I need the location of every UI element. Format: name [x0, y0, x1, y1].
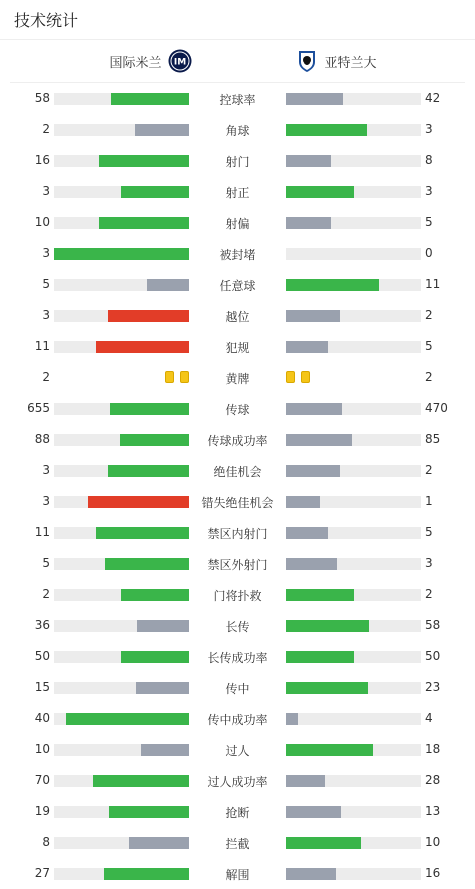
away-bar-track	[286, 155, 421, 167]
home-bar-track	[54, 744, 189, 756]
stat-row	[0, 362, 475, 393]
home-bar	[120, 434, 189, 446]
home-value: 3	[42, 494, 50, 508]
away-bar-track	[286, 744, 421, 756]
away-bar-track	[286, 806, 421, 818]
stat-row	[0, 517, 475, 548]
stat-label: 控球率	[219, 93, 256, 107]
away-bar-track	[286, 186, 421, 198]
stat-row	[0, 765, 475, 796]
stat-row	[0, 641, 475, 672]
home-value: 50	[34, 649, 50, 663]
home-team[interactable]	[109, 40, 191, 82]
home-bar	[121, 186, 189, 198]
yellow-card-icon	[286, 371, 295, 383]
away-bar	[286, 186, 354, 198]
stat-row	[0, 207, 475, 238]
away-bar-track	[286, 310, 421, 322]
home-value: 5	[42, 277, 50, 291]
stat-label: 过人成功率	[207, 775, 268, 789]
stat-row	[0, 703, 475, 734]
away-value: 470	[425, 401, 448, 415]
yellow-card-icon	[301, 371, 310, 383]
home-bar-track	[54, 558, 189, 570]
home-value: 36	[34, 618, 50, 632]
stat-label: 绝佳机会	[213, 465, 262, 479]
away-value: 42	[425, 91, 441, 105]
away-bar	[286, 341, 328, 353]
home-bar-track	[54, 155, 189, 167]
home-bar	[99, 155, 189, 167]
home-bar-track	[54, 186, 189, 198]
away-bar	[286, 589, 354, 601]
stat-label: 禁区内射门	[207, 527, 268, 541]
home-value: 11	[34, 525, 50, 539]
stat-row	[0, 331, 475, 362]
yellow-card-icon	[165, 371, 174, 383]
away-bar	[286, 310, 340, 322]
away-bar-track	[286, 248, 421, 260]
home-value: 8	[42, 835, 50, 849]
away-value: 11	[425, 277, 441, 291]
away-bar-track	[286, 124, 421, 136]
home-bar	[137, 620, 189, 632]
away-value: 16	[425, 866, 441, 880]
stat-row	[0, 114, 475, 145]
home-bar-track	[54, 279, 189, 291]
away-bar	[286, 837, 361, 849]
home-bar	[121, 651, 189, 663]
home-bar	[105, 558, 189, 570]
home-value: 88	[34, 432, 50, 446]
home-value: 16	[34, 153, 50, 167]
stat-row	[0, 83, 475, 114]
away-value: 23	[425, 680, 441, 694]
stat-row	[0, 238, 475, 269]
away-bar	[286, 558, 337, 570]
stat-label: 解围	[225, 868, 250, 882]
home-bar	[96, 527, 189, 539]
atalanta-logo-icon	[295, 49, 319, 73]
home-bar	[54, 248, 189, 260]
home-value: 3	[42, 184, 50, 198]
stat-label: 角球	[225, 124, 250, 138]
home-value: 10	[34, 215, 50, 229]
away-bar	[286, 651, 354, 663]
stat-label: 传中	[225, 682, 250, 696]
away-bar	[286, 93, 343, 105]
stat-label: 传球	[225, 403, 250, 417]
home-value: 3	[42, 246, 50, 260]
home-bar	[66, 713, 189, 725]
away-bar-track	[286, 620, 421, 632]
stat-label: 犯规	[225, 341, 250, 355]
home-bar	[147, 279, 189, 291]
away-bar-track	[286, 496, 421, 508]
away-value: 2	[425, 463, 433, 477]
yellow-card-icon	[180, 371, 189, 383]
home-bar-track	[54, 651, 189, 663]
teams-header	[10, 40, 465, 83]
stat-row	[0, 827, 475, 858]
stat-label: 被封堵	[219, 248, 256, 262]
stat-row	[0, 393, 475, 424]
home-bar-track	[54, 806, 189, 818]
home-value: 19	[34, 804, 50, 818]
away-value: 5	[425, 525, 433, 539]
away-value: 50	[425, 649, 441, 663]
home-bar-track	[54, 837, 189, 849]
away-bar	[286, 403, 342, 415]
home-bar-track	[54, 93, 189, 105]
away-value: 3	[425, 184, 433, 198]
away-bar-track	[286, 651, 421, 663]
away-bar-track	[286, 434, 421, 446]
away-value: 58	[425, 618, 441, 632]
home-bar-track	[54, 217, 189, 229]
away-team[interactable]	[295, 40, 377, 82]
away-bar-track	[286, 589, 421, 601]
away-bar	[286, 527, 328, 539]
home-bar	[135, 124, 189, 136]
away-value: 1	[425, 494, 433, 508]
stat-label: 射门	[225, 155, 250, 169]
inter-logo-icon	[168, 49, 192, 73]
stat-row	[0, 176, 475, 207]
away-bar-track	[286, 403, 421, 415]
home-bar-track	[54, 775, 189, 787]
home-bar-track	[54, 124, 189, 136]
stat-label: 禁区外射门	[207, 558, 268, 572]
home-value: 2	[42, 370, 50, 384]
stat-row	[0, 610, 475, 641]
stat-label: 传中成功率	[207, 713, 268, 727]
away-bar	[286, 124, 367, 136]
away-value: 5	[425, 215, 433, 229]
away-value: 2	[425, 587, 433, 601]
home-bar-track	[54, 496, 189, 508]
away-bar	[286, 465, 340, 477]
home-bar-track	[54, 341, 189, 353]
stat-label: 黄牌	[225, 372, 250, 386]
home-bar-track	[54, 620, 189, 632]
stat-row	[0, 796, 475, 827]
away-bar	[286, 217, 331, 229]
away-value: 13	[425, 804, 441, 818]
away-value: 18	[425, 742, 441, 756]
stat-row	[0, 486, 475, 517]
away-bar	[286, 806, 341, 818]
home-bar	[129, 837, 189, 849]
away-value: 3	[425, 122, 433, 136]
home-bar	[108, 465, 189, 477]
away-bar-track	[286, 868, 421, 880]
home-value: 40	[34, 711, 50, 725]
away-bar	[286, 744, 373, 756]
away-value: 28	[425, 773, 441, 787]
away-bar	[286, 682, 368, 694]
home-bar	[88, 496, 189, 508]
stat-label: 越位	[225, 310, 250, 324]
stat-row	[0, 548, 475, 579]
away-bar-track	[286, 279, 421, 291]
away-bar-track	[286, 558, 421, 570]
stat-label: 传球成功率	[207, 434, 268, 448]
home-bar-track	[54, 465, 189, 477]
home-bar-track	[54, 527, 189, 539]
away-value: 2	[425, 370, 433, 384]
home-value: 11	[34, 339, 50, 353]
away-bar-track	[286, 837, 421, 849]
home-bar-track	[54, 868, 189, 880]
away-value: 3	[425, 556, 433, 570]
svg-text:IM: IM	[173, 57, 186, 68]
home-bar	[93, 775, 189, 787]
home-bar-track	[54, 434, 189, 446]
home-bar	[108, 310, 189, 322]
home-bar	[96, 341, 189, 353]
stat-label: 门将扑救	[213, 589, 262, 603]
away-bar	[286, 620, 369, 632]
away-value: 5	[425, 339, 433, 353]
stat-row	[0, 300, 475, 331]
away-value: 2	[425, 308, 433, 322]
home-value: 655	[27, 401, 50, 415]
home-value: 10	[34, 742, 50, 756]
away-bar-track	[286, 341, 421, 353]
home-bar	[99, 217, 189, 229]
home-value: 27	[34, 866, 50, 880]
home-value: 70	[34, 773, 50, 787]
stat-row	[0, 579, 475, 610]
away-bar	[286, 434, 352, 446]
home-value: 3	[42, 308, 50, 322]
home-bar-track	[54, 403, 189, 415]
page-title: 技术统计	[14, 11, 79, 30]
home-value: 2	[42, 122, 50, 136]
away-bar	[286, 713, 298, 725]
home-bar-track	[54, 310, 189, 322]
stat-label: 射偏	[225, 217, 250, 231]
home-value: 5	[42, 556, 50, 570]
home-bar	[104, 868, 189, 880]
home-bar-track	[54, 713, 189, 725]
stat-label: 任意球	[219, 279, 256, 293]
away-bar-track	[286, 713, 421, 725]
header	[0, 0, 475, 40]
stat-label: 射正	[225, 186, 250, 200]
stat-row	[0, 734, 475, 765]
away-bar-track	[286, 682, 421, 694]
stat-row	[0, 145, 475, 176]
home-bar	[111, 93, 189, 105]
stat-label: 过人	[225, 744, 250, 758]
stat-row	[0, 858, 475, 889]
home-bar	[110, 403, 189, 415]
away-bar-track	[286, 465, 421, 477]
home-bar	[109, 806, 189, 818]
away-bar	[286, 155, 331, 167]
away-bar-track	[286, 527, 421, 539]
home-value: 15	[34, 680, 50, 694]
home-value: 58	[34, 91, 50, 105]
away-bar-track	[286, 217, 421, 229]
stats-list	[0, 83, 475, 889]
stat-label: 抢断	[225, 806, 250, 820]
away-value: 10	[425, 835, 441, 849]
stat-label: 长传	[225, 620, 250, 634]
away-bar-track	[286, 775, 421, 787]
home-bar-track	[54, 589, 189, 601]
away-bar	[286, 496, 320, 508]
home-bar	[121, 589, 189, 601]
home-bar	[136, 682, 189, 694]
away-bar	[286, 775, 325, 787]
away-value: 85	[425, 432, 441, 446]
home-bar-track	[54, 682, 189, 694]
home-value: 2	[42, 587, 50, 601]
home-bar-track	[54, 248, 189, 260]
home-value: 3	[42, 463, 50, 477]
home-team-name: 国际米兰	[109, 55, 162, 71]
home-bar	[141, 744, 189, 756]
away-bar	[286, 279, 379, 291]
away-value: 8	[425, 153, 433, 167]
away-bar	[286, 868, 336, 880]
stat-row	[0, 269, 475, 300]
stat-row	[0, 424, 475, 455]
stat-label: 拦截	[225, 837, 250, 851]
away-bar-track	[286, 93, 421, 105]
stat-row	[0, 455, 475, 486]
away-value: 0	[425, 246, 433, 260]
stat-label: 错失绝佳机会	[201, 496, 274, 510]
stat-label: 长传成功率	[207, 651, 268, 665]
away-value: 4	[425, 711, 433, 725]
stat-row	[0, 672, 475, 703]
away-team-name: 亚特兰大	[324, 55, 377, 71]
